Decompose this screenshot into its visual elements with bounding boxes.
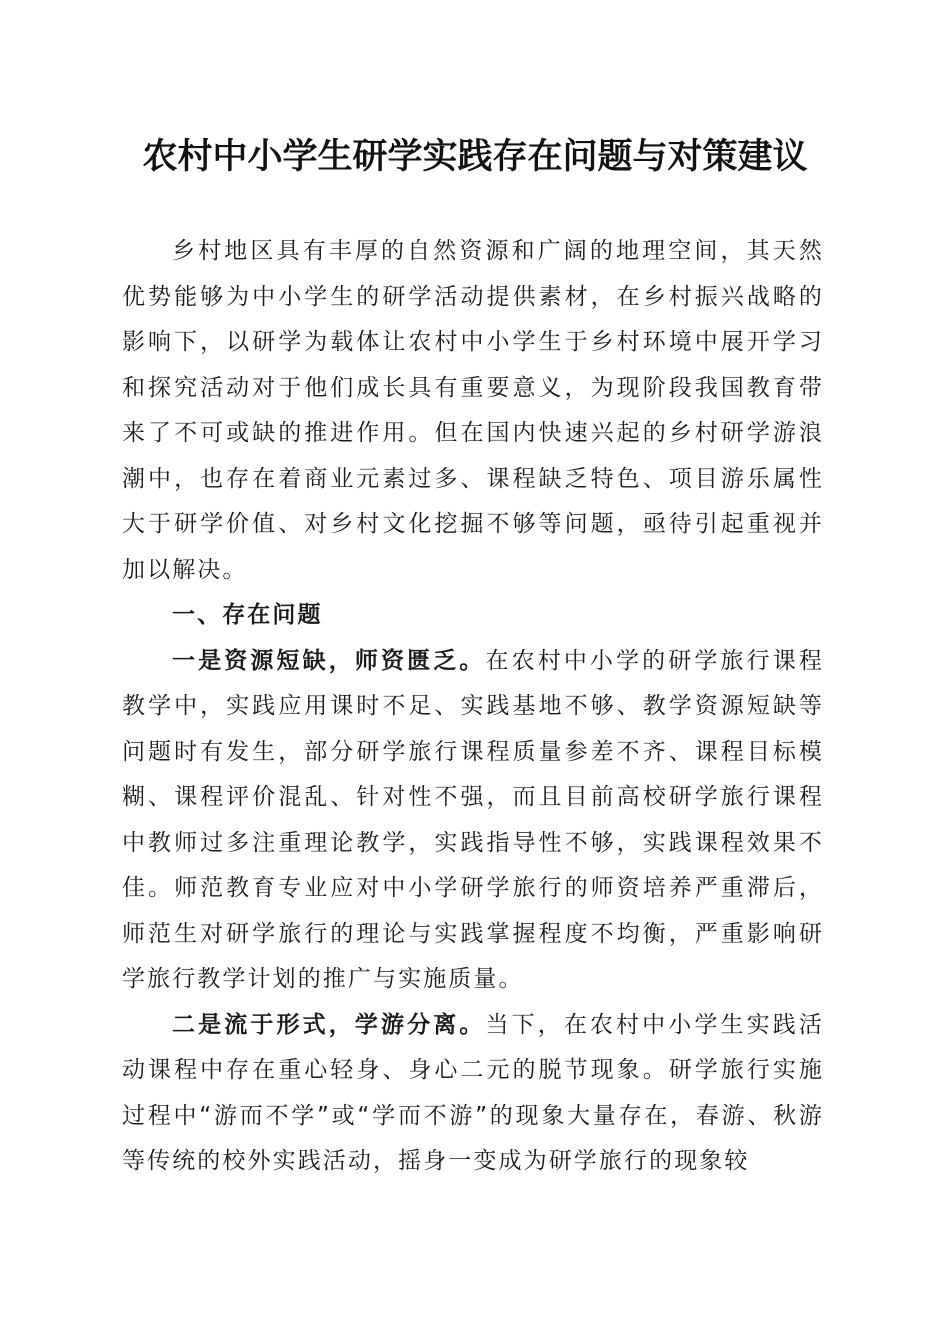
document-body [122,229,824,1185]
problem-paragraph-2 [122,1003,824,1185]
document-title: 农村中小学生研学实践存在问题与对策建议 [142,136,808,177]
intro-paragraph: 乡村地区具有丰厚的自然资源和广阔的地理空间，其天然优势能够为中小学生的研学活动提供素材，在乡村振兴战略的影响下，以研学为载体让农村中小学生于乡村环境中展开学习和探究活动对于他们成长具有重要意义，为现阶段我国教育带来了不可或缺的推进作用。但在国内快速兴起的乡村研学游浪潮中，也存在着商业元素过多、课程缺乏特色、项目游乐属性大于研学价值、对乡村文化挖掘不够等问题，亟待引起重视并加以解决。 [122,238,824,583]
section-heading: 一、存在问题 [172,602,323,628]
problem-1-lead: 一是资源短缺，师资匮乏。 [172,647,486,674]
problem-2-text: 当下，在农村中小学生实践活动课程中存在重心轻身、身心二元的脱节现象。研学旅行实施过程中“游而不学”或“学而不游”的现象大量存在，春游、秋游等传统的校外实践活动，摇身一变成为研学旅行的现象较 [122,1011,824,1174]
problem-2-lead: 二是流于形式，学游分离。 [172,1011,486,1038]
problem-1-text: 在农村中小学的研学旅行课程教学中，实践应用课时不足、实践基地不够、教学资源短缺等问题时有发生，部分研学旅行课程质量参差不齐、课程目标模糊、课程评价混乱、针对性不强，而且目前高校研学旅行课程中教师过多注重理论教学，实践指导性不够，实践课程效果不佳。师范教育专业应对中小学研学旅行的师资培养严重滞后，师范生对研学旅行的理论与实践掌握程度不均衡，严重影响研学旅行教学计划的推广与实施质量。 [122,647,824,992]
problem-paragraph-1 [122,639,824,1003]
